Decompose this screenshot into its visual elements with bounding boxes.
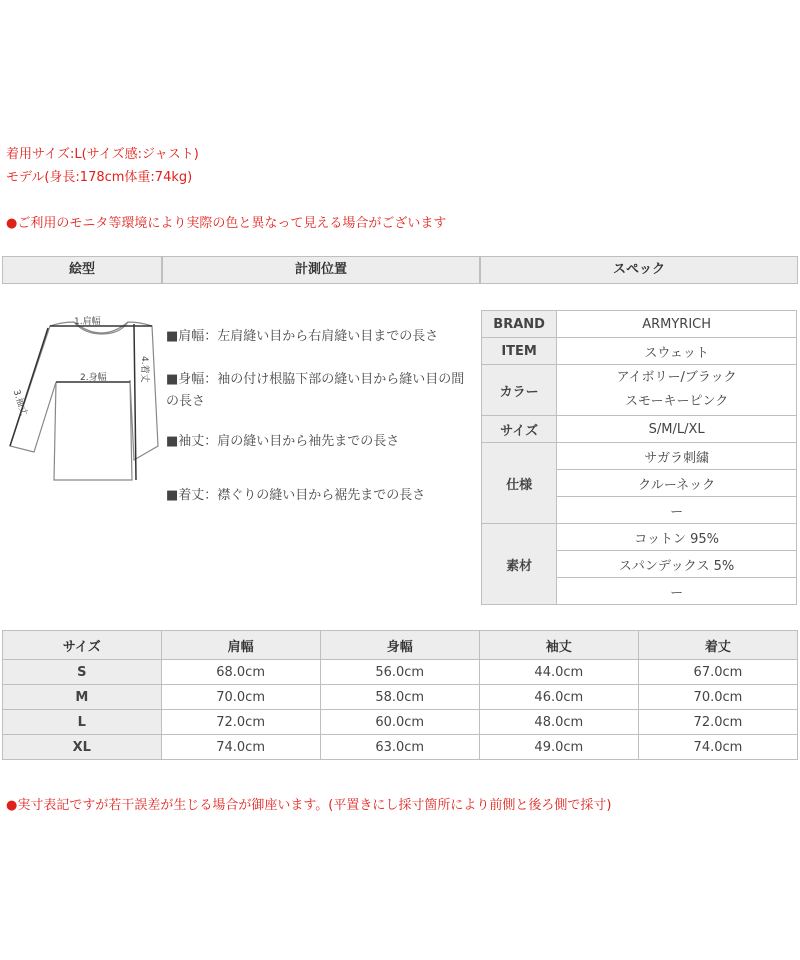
size-col-body: 身幅 <box>320 631 479 660</box>
spec-feature-3: ー <box>557 497 797 524</box>
size-cell: 68.0cm <box>161 660 320 685</box>
table-row <box>3 660 798 685</box>
spec-material-1: コットン 95% <box>557 524 797 551</box>
size-col-size: サイズ <box>3 631 162 660</box>
size-col-sleeve: 袖丈 <box>479 631 638 660</box>
size-cell: 74.0cm <box>638 735 797 760</box>
spec-brand: ARMYRICH <box>557 311 797 338</box>
size-col-length: 着丈 <box>638 631 797 660</box>
diagram-label-sleeve: 3.袖丈 <box>10 388 29 417</box>
garment-diagram <box>2 300 164 490</box>
spec-brand-label: BRAND <box>482 311 557 338</box>
spec-color-label: カラー <box>482 365 557 416</box>
size-cell: 60.0cm <box>320 710 479 735</box>
size-cell: 70.0cm <box>638 685 797 710</box>
spec-table <box>481 310 797 605</box>
spec-color-2: スモーキーピンク <box>625 394 729 409</box>
size-cell: 49.0cm <box>479 735 638 760</box>
size-cell: 44.0cm <box>479 660 638 685</box>
header-spec: スペック <box>480 256 798 284</box>
size-cell: 67.0cm <box>638 660 797 685</box>
spec-feature-2: クルーネック <box>557 470 797 497</box>
size-cell: M <box>3 685 162 710</box>
diagram-label-shoulder: 1.肩幅 <box>74 317 101 327</box>
measure-shoulder: ■肩幅：左肩縫い目から右肩縫い目までの長さ <box>166 329 439 344</box>
color-notice: ●ご利用のモニタ等環境により実際の色と異なって見える場合がございます <box>6 216 447 231</box>
diagram-label-length: 4.着丈 <box>139 356 149 383</box>
size-table-header <box>3 631 798 660</box>
table-row <box>3 710 798 735</box>
measure-body: ■身幅：袖の付け根脇下部の縫い目から縫い目の間の長さ <box>166 372 465 409</box>
size-cell: 74.0cm <box>161 735 320 760</box>
size-cell: 48.0cm <box>479 710 638 735</box>
spec-material-2: スパンデックス 5% <box>557 551 797 578</box>
size-cell: 72.0cm <box>161 710 320 735</box>
model-stats: モデル(身長:178cm体重:74kg) <box>6 170 193 185</box>
size-cell: 46.0cm <box>479 685 638 710</box>
measure-sleeve: ■袖丈：肩の縫い目から袖先までの長さ <box>166 434 400 449</box>
size-cell: L <box>3 710 162 735</box>
measure-length: ■着丈：襟ぐりの縫い目から裾先までの長さ <box>166 488 426 503</box>
size-cell: 70.0cm <box>161 685 320 710</box>
size-col-shoulder: 肩幅 <box>161 631 320 660</box>
spec-material-label: 素材 <box>482 524 557 605</box>
size-cell: S <box>3 660 162 685</box>
model-size-worn: 着用サイズ:L(サイズ感:ジャスト) <box>6 147 199 162</box>
size-notice: ●実寸表記ですが若干誤差が生じる場合が御座います。(平置きにし採寸箇所により前側と後ろ側で採寸) <box>6 798 612 813</box>
header-measure: 計測位置 <box>162 256 480 284</box>
table-row <box>3 685 798 710</box>
spec-item: スウェット <box>557 338 797 365</box>
size-cell: XL <box>3 735 162 760</box>
spec-feature-label: 仕様 <box>482 443 557 524</box>
spec-sizes: S/M/L/XL <box>557 416 797 443</box>
size-cell: 72.0cm <box>638 710 797 735</box>
spec-item-label: ITEM <box>482 338 557 365</box>
size-cell: 56.0cm <box>320 660 479 685</box>
size-cell: 58.0cm <box>320 685 479 710</box>
table-row <box>3 735 798 760</box>
size-table <box>2 630 798 760</box>
diagram-label-body: 2.身幅 <box>80 373 107 383</box>
size-cell: 63.0cm <box>320 735 479 760</box>
section-header-row <box>2 256 798 284</box>
header-shape: 絵型 <box>2 256 162 284</box>
spec-material-3: ー <box>557 578 797 605</box>
spec-color-1: アイボリー/ブラック <box>616 370 737 385</box>
spec-feature-1: サガラ刺繍 <box>557 443 797 470</box>
spec-size-label: サイズ <box>482 416 557 443</box>
spec-colors <box>557 365 797 416</box>
